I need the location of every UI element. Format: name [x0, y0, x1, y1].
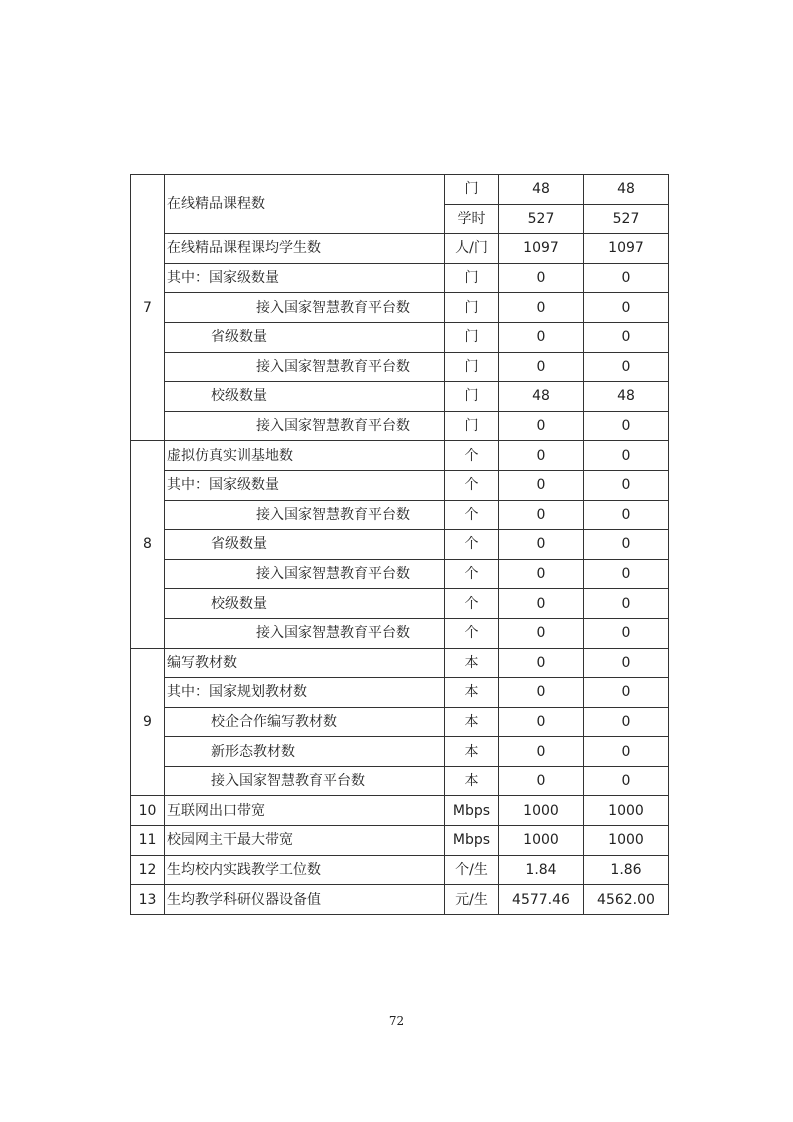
value-cell-2: 0 [584, 618, 669, 648]
table-row [131, 234, 669, 264]
unit-cell: 门 [445, 293, 499, 323]
table-row [131, 648, 669, 678]
table-row [131, 796, 669, 826]
table-row [131, 411, 669, 441]
indicator-name: 校级数量 [165, 589, 445, 619]
indicator-name: 在线精品课程数 [165, 175, 445, 234]
indicator-name: 其中：国家规划教材数 [165, 678, 445, 708]
table-row [131, 530, 669, 560]
value-cell-2: 0 [584, 293, 669, 323]
unit-cell: 本 [445, 737, 499, 767]
table-row [131, 175, 669, 205]
value-cell-2: 0 [584, 263, 669, 293]
value-cell-2: 1.86 [584, 855, 669, 885]
value-cell-2: 0 [584, 352, 669, 382]
indicator-name: 省级数量 [165, 322, 445, 352]
value-cell-1: 0 [499, 766, 584, 796]
value-cell-2: 0 [584, 530, 669, 560]
value-cell-2: 0 [584, 707, 669, 737]
table-row [131, 263, 669, 293]
indicator-name: 在线精品课程课均学生数 [165, 234, 445, 264]
value-cell-1: 0 [499, 500, 584, 530]
value-cell-1: 0 [499, 293, 584, 323]
unit-cell: 本 [445, 678, 499, 708]
table-row [131, 885, 669, 915]
value-cell-1: 0 [499, 352, 584, 382]
value-cell-1: 0 [499, 322, 584, 352]
row-number: 10 [131, 796, 165, 826]
table-row [131, 441, 669, 471]
value-cell-1: 0 [499, 530, 584, 560]
table-row [131, 322, 669, 352]
value-cell-2: 0 [584, 470, 669, 500]
table-row [131, 352, 669, 382]
table-row [131, 737, 669, 767]
indicator-name: 生均校内实践教学工位数 [165, 855, 445, 885]
value-cell-2: 0 [584, 441, 669, 471]
unit-cell: 门 [445, 322, 499, 352]
indicator-name: 其中：国家级数量 [165, 470, 445, 500]
indicator-name: 省级数量 [165, 530, 445, 560]
indicator-name: 虚拟仿真实训基地数 [165, 441, 445, 471]
table-row [131, 500, 669, 530]
indicator-name: 新形态教材数 [165, 737, 445, 767]
row-number: 11 [131, 826, 165, 856]
table-row [131, 559, 669, 589]
unit-cell: 个 [445, 441, 499, 471]
data-table [130, 174, 669, 915]
value-cell-2: 0 [584, 766, 669, 796]
value-cell-1: 0 [499, 618, 584, 648]
table-row [131, 826, 669, 856]
unit-cell: 门 [445, 175, 499, 205]
value-cell-1: 48 [499, 382, 584, 412]
unit-cell: 门 [445, 411, 499, 441]
row-number: 13 [131, 885, 165, 915]
value-cell-1: 0 [499, 470, 584, 500]
value-cell-2: 1000 [584, 796, 669, 826]
table-row [131, 470, 669, 500]
row-number: 8 [131, 441, 165, 648]
unit-cell: 门 [445, 263, 499, 293]
value-cell-1: 4577.46 [499, 885, 584, 915]
indicator-name: 校企合作编写教材数 [165, 707, 445, 737]
value-cell-2: 0 [584, 737, 669, 767]
unit-cell: 元/生 [445, 885, 499, 915]
row-number: 7 [131, 175, 165, 441]
page-number: 72 [388, 1014, 405, 1028]
indicator-name: 接入国家智慧教育平台数 [165, 293, 445, 323]
unit-cell: 个 [445, 559, 499, 589]
value-cell-2: 48 [584, 175, 669, 205]
unit-cell: 本 [445, 766, 499, 796]
unit-cell: 个/生 [445, 855, 499, 885]
unit-cell: 个 [445, 589, 499, 619]
unit-cell: 人/门 [445, 234, 499, 264]
value-cell-2: 0 [584, 678, 669, 708]
value-cell-1: 0 [499, 263, 584, 293]
value-cell-1: 0 [499, 411, 584, 441]
indicator-name: 接入国家智慧教育平台数 [165, 500, 445, 530]
value-cell-2: 1097 [584, 234, 669, 264]
indicator-name: 接入国家智慧教育平台数 [165, 766, 445, 796]
unit-cell: Mbps [445, 826, 499, 856]
indicator-name: 互联网出口带宽 [165, 796, 445, 826]
unit-cell: 个 [445, 470, 499, 500]
value-cell-2: 0 [584, 500, 669, 530]
value-cell-2: 48 [584, 382, 669, 412]
unit-cell: Mbps [445, 796, 499, 826]
unit-cell: 本 [445, 707, 499, 737]
unit-cell: 学时 [445, 204, 499, 234]
unit-cell: 个 [445, 530, 499, 560]
indicator-name: 校级数量 [165, 382, 445, 412]
value-cell-2: 0 [584, 411, 669, 441]
row-number: 12 [131, 855, 165, 885]
table-row [131, 382, 669, 412]
value-cell-2: 0 [584, 559, 669, 589]
value-cell-1: 48 [499, 175, 584, 205]
value-cell-1: 0 [499, 648, 584, 678]
value-cell-2: 0 [584, 648, 669, 678]
indicator-name: 生均教学科研仪器设备值 [165, 885, 445, 915]
value-cell-1: 1.84 [499, 855, 584, 885]
table-row [131, 678, 669, 708]
value-cell-1: 1000 [499, 796, 584, 826]
value-cell-1: 0 [499, 441, 584, 471]
table-row [131, 589, 669, 619]
table-body [131, 175, 669, 915]
unit-cell: 门 [445, 352, 499, 382]
indicator-name: 编写教材数 [165, 648, 445, 678]
unit-cell: 门 [445, 382, 499, 412]
value-cell-1: 527 [499, 204, 584, 234]
table-row [131, 293, 669, 323]
value-cell-1: 0 [499, 559, 584, 589]
value-cell-2: 0 [584, 322, 669, 352]
value-cell-2: 0 [584, 589, 669, 619]
indicator-name: 接入国家智慧教育平台数 [165, 618, 445, 648]
value-cell-1: 0 [499, 737, 584, 767]
value-cell-1: 1000 [499, 826, 584, 856]
indicator-name: 接入国家智慧教育平台数 [165, 352, 445, 382]
value-cell-2: 4562.00 [584, 885, 669, 915]
indicator-name: 校园网主干最大带宽 [165, 826, 445, 856]
row-number: 9 [131, 648, 165, 796]
unit-cell: 本 [445, 648, 499, 678]
indicator-name: 接入国家智慧教育平台数 [165, 559, 445, 589]
table-row [131, 618, 669, 648]
indicator-name: 其中：国家级数量 [165, 263, 445, 293]
value-cell-1: 0 [499, 678, 584, 708]
unit-cell: 个 [445, 618, 499, 648]
value-cell-1: 0 [499, 707, 584, 737]
unit-cell: 个 [445, 500, 499, 530]
value-cell-1: 0 [499, 589, 584, 619]
table-row [131, 707, 669, 737]
value-cell-1: 1097 [499, 234, 584, 264]
indicator-name: 接入国家智慧教育平台数 [165, 411, 445, 441]
value-cell-2: 1000 [584, 826, 669, 856]
table-row [131, 855, 669, 885]
value-cell-2: 527 [584, 204, 669, 234]
table-row [131, 766, 669, 796]
